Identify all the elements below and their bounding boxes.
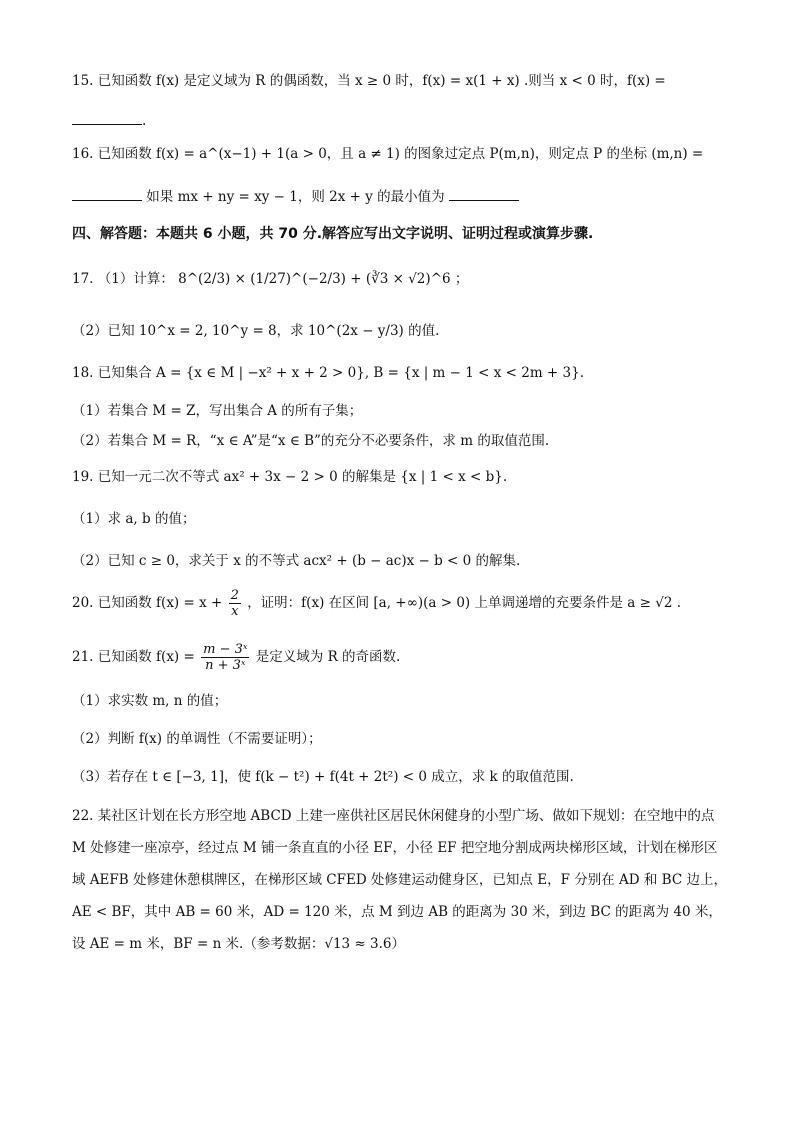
question-17-part2: （2）已知 10^x = 2, 10^y = 8，求 10^(2x − y/3) 的值. [72, 323, 440, 339]
answer-blank-15[interactable] [72, 111, 142, 126]
question-21-part3: （3）若存在 t ∈ [−3, 1]，使 f(k − t²) + f(4t + 2t²) < 0 成立，求 k 的取值范围. [72, 769, 574, 785]
question-18-part2: （2）若集合 M = R，“x ∈ A”是“x ∈ B”的充分不必要条件，求 m 的取值范围. [72, 433, 550, 449]
question-17-prefix: 17. （1）计算： [72, 271, 174, 287]
question-20-prefix: 20. 已知函数 f(x) = x + [72, 595, 223, 611]
question-15-answer-line [72, 110, 146, 132]
question-17-expression: 8^(2/3) × (1/27)^(−2/3) + (∛3 × √2)^6 ； [178, 271, 469, 287]
question-20 [72, 588, 681, 619]
question-21-part1: （1）求实数 m, n 的值； [72, 693, 228, 709]
question-21-suffix: 是定义域为 R 的奇函数. [255, 649, 401, 665]
question-16-line1: 16. 已知函数 f(x) = a^(x−1) + 1(a > 0，且 a ≠ 1) 的图象过定点 P(m,n)，则定点 P 的坐标 (m,n) = [72, 146, 704, 162]
question-21-part2: （2）判断 f(x) 的单调性（不需要证明）； [72, 731, 322, 747]
question-19-part1: （1）求 a, b 的值； [72, 511, 196, 527]
question-16 [72, 143, 703, 165]
question-17-part1 [72, 268, 468, 290]
fraction-denominator: n + 3ˣ [205, 658, 246, 673]
question-21-stem [72, 642, 400, 673]
question-20-suffix: ，证明：f(x) 在区间 [a, +∞)(a > 0) 上单调递增的充要条件是 a ≥ √2 . [247, 595, 681, 611]
period: . [142, 113, 147, 129]
fraction-2-over-x [229, 588, 241, 619]
question-18-part1: （1）若集合 M = Z，写出集合 A 的所有子集； [72, 403, 363, 419]
question-16-line2-text: 如果 mx + ny = xy − 1，则 2x + y 的最小值为 [146, 189, 445, 205]
question-22: 22. 某社区计划在长方形空地 ABCD 上建一座供社区居民休闲健身的小型广场、做如下规划：在空地中的点 M 处修建一座凉亭，经过点 M 铺一条直直的小径 EF，小径 EF 把空地分割成两块梯形区域，计划在梯形区域 AEFB 处修建休憩棋牌区，在梯形区域 CFED 处修建运动健身区，已知点 E，F 分别在 AD 和 BC 边上，AE < BF，其中 AB = 60 米，AD = 120 米，点 M 到边 AB 的距离为 30 米，到边 BC 的距离为 40 米，设 AE = m 米，BF = n 米.（参考数据：√13 ≈ 3.6） [72, 808, 727, 952]
question-15 [72, 70, 666, 92]
section-heading-solutions: 四、解答题：本题共 6 小题，共 70 分.解答应写出文字说明、证明过程或演算步骤. [72, 226, 594, 242]
question-19-stem: 19. 已知一元二次不等式 ax² + 3x − 2 > 0 的解集是 {x | 1 < x < b}. [72, 469, 508, 485]
question-18-stem: 18. 已知集合 A = {x ∈ M | −x² + x + 2 > 0}, B = {x | m − 1 < x < 2m + 3}. [72, 365, 584, 381]
question-15-text: 15. 已知函数 f(x) 是定义域为 R 的偶函数，当 x ≥ 0 时，f(x) = x(1 + x) .则当 x < 0 时，f(x) = [72, 73, 666, 89]
fraction-numerator: 2 [230, 588, 239, 603]
question-16-line2 [72, 186, 519, 208]
fraction-odd-function [201, 642, 249, 673]
fraction-numerator: m − 3ˣ [203, 642, 248, 657]
answer-blank-16b[interactable] [449, 187, 519, 202]
fraction-denominator: x [231, 604, 239, 619]
question-19-part2: （2）已知 c ≥ 0，求关于 x 的不等式 acx² + (b − ac)x − b < 0 的解集. [72, 553, 521, 569]
answer-blank-16a[interactable] [72, 187, 142, 202]
question-21-prefix: 21. 已知函数 f(x) = [72, 649, 195, 665]
